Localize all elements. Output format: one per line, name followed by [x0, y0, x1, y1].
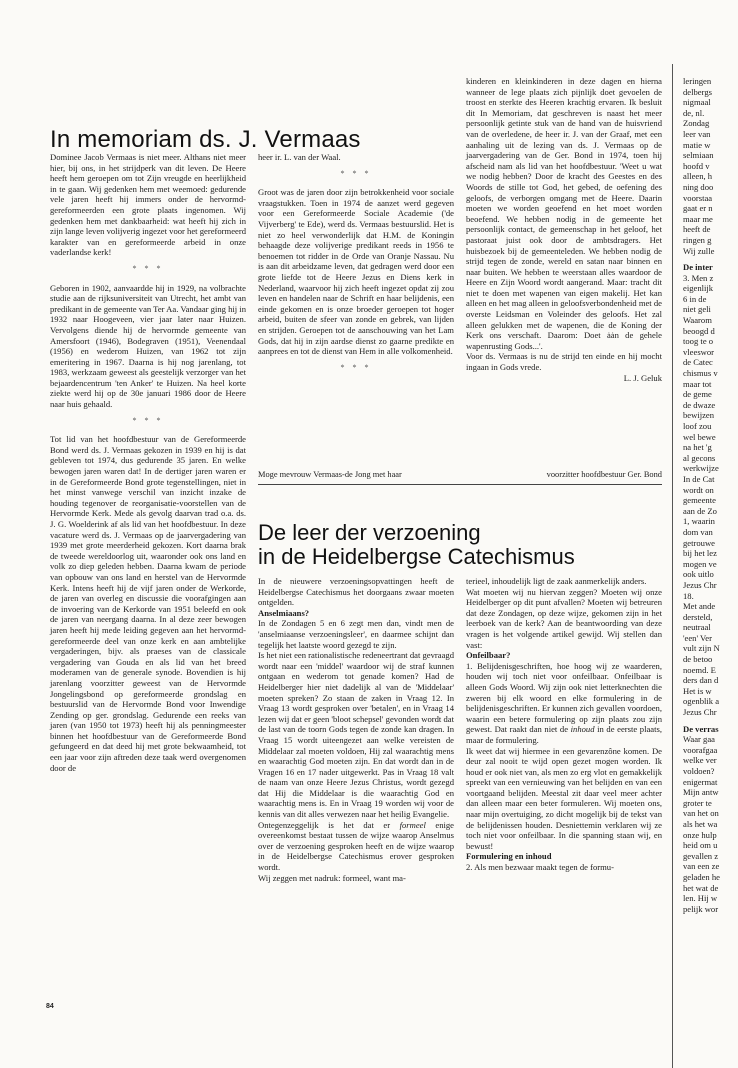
paragraph: Ontegenzeggelijk is het dat er formeel enige overeenkomst bestaat tussen de wijze waarop Anselmus over de verzoening gesproken heeft en de wijze waarop in de Heidelbergse Catechismus erover gesproken wordt. — [258, 819, 454, 873]
text-line: niet geli — [683, 304, 711, 315]
text-line: Waarom — [683, 315, 712, 326]
text-line: beoogd d — [683, 325, 715, 336]
text-line: na het 'g — [683, 442, 712, 453]
column-divider — [672, 64, 673, 1068]
text-line: noemd. E — [683, 664, 716, 675]
text-line: ders dan d — [683, 675, 719, 686]
text-line: ning doo — [683, 181, 714, 192]
text-line: hoofd v — [683, 160, 710, 171]
text-line: Waar gaa — [683, 734, 715, 745]
paragraph: kinderen en kleinkinderen in deze dagen en hierna wanneer de lege plaats zich pijnlijk doet gevoelen de troost en sterkte des Heeren krachtig ervaren. Ik besluit dit In Memoriam, dat geschreven is naast het meer persoonlijk getinte stuk van de hand van de huisvriend van de overledene, de heer ir. J. van der Graaf, met een aanhaling uit de lezing van ds. J. Vermaas op de jaarvergadering van de Ger. Bond in 1974, toen hij afscheid nam als lid van het hoofdbestuur. 'Weet u wat we nodig hebben? Door de kracht des Geestes en des Woords de stille tot God, het gebed, de oefening des geloofs, de verborgen omgang met de Heere. Daarin moeten we worden geoefend en het moet worden beoefend. We hebben nodig in de gemeente het persoonlijk contact, de gemeenschap in het geloof, het pastoraat juist ook door de ambtsdragers. Het huisbezoek bij de gemeenteleden. We hebben nodig de strijd tegen de zonde, wereld en satan naar binnen en naar buiten. We hebben te weerstaan alles waardoor de Heere en Zijn Woord wordt aangerand. Maar: tracht dit niet te doen met wapenen van eigen makelij. Het kan alleen en het mag alleen in geloofsverbondenheid met de overste Leidsman en Voleinder des geloofs. Het zal alleen gelukken met de wapenen, die de Koning der Kerk ons verschaft. Daarom: Doet ȧȧn de gehele wapenrusting Gods...'. — [466, 76, 662, 351]
article-divider — [258, 484, 662, 485]
text-line: leringen — [683, 76, 712, 86]
text-line: van het on — [683, 808, 719, 819]
text-line: len. Hij w — [683, 893, 718, 904]
text-line: delbergs — [683, 86, 712, 97]
text-line: Jezus Chr — [683, 579, 717, 590]
text-line: matie w — [683, 139, 711, 150]
text-line: de dwaze — [683, 399, 716, 410]
signature: L. J. Geluk — [623, 372, 662, 383]
paragraph: 2. Als men bezwaar maakt tegen de formu- — [466, 862, 614, 873]
text-line: nigmaal — [683, 97, 711, 108]
separator: * * * — [132, 415, 164, 425]
text-line: getrouwe — [683, 537, 715, 548]
text-line: van een ze — [683, 861, 720, 872]
text-line: groter te — [683, 797, 712, 808]
text-line: de geme — [683, 389, 712, 400]
text-line: chismus v — [683, 368, 718, 379]
paragraph: Is het niet een rationalistische redeneertrant dat gevraagd wordt naar een 'middel' waardoor wij de straf kunnen ontgaan en wederom tot genade komen? Had de Heidelberger hier niet dadelijk al van de 'Middelaar' moeten spreken? Zo staan de zaken in Vraag 12. In Vraag 13 wordt gesproken over 'betalen', en in Vraag 14 lezen wij dat er geen 'bloot schepsel' gevonden wordt dat de last van de toorn Gods tegen de zonde kan dragen. In Vraag 15 wordt uiteengezet aan welke vereisten de Middelaar zal moeten voldoen, Hij zal waarachtig mens en waarachtig God moeten zijn. En dat wordt dan in de Vragen 16 en 17 nader uitgewerkt. Pas in Vraag 18 valt de naam van onze Heere Jezus Christus, wordt gezegd dat Hij die Middelaar is die waarachtig God en waarachtig mens is. En in Vraag 19 worden wij voor de kennis van dit alles verwezen naar het heilig Evangelie. — [258, 650, 454, 820]
paragraph: In de Zondagen 5 en 6 zegt men dan, vindt men de 'anselmiaanse verzoeningsleer', en daarmee schijnt dan tegelijk het laatste woord gezegd te zijn. — [258, 618, 454, 650]
text-line: leer van — [683, 128, 711, 139]
text-line: 6 in de — [683, 293, 707, 304]
text-line: heid om u — [683, 840, 718, 851]
text-line: selmiaan — [683, 150, 714, 161]
text-line: ogenblik a — [683, 696, 720, 707]
text-line: enigermat — [683, 776, 718, 787]
paragraph: Wat moeten wij nu hiervan zeggen? Moeten wij onze Heidelberger op dit punt afvallen? Moeten wij betreuren dat deze Zondagen, op deze wijze, gekomen zijn in het leerboek van de kerk? Aan de beantwoording van deze vragen is het volgende artikel gewijd. Wij stellen dan vast: — [466, 586, 662, 650]
text-line: werkwijze — [683, 463, 719, 474]
article2-title-line-2: in de Heidelbergse Catechismus — [258, 544, 575, 569]
text-line: loof zou — [683, 421, 712, 431]
text-line: eigenlijk — [683, 283, 714, 294]
closing-line: Moge mevrouw Vermaas-de Jong met haar — [258, 470, 402, 479]
article1-column-1 — [50, 152, 246, 773]
subheading: De inter — [683, 262, 713, 273]
text-line: de, nl. — [683, 107, 705, 118]
paragraph: Voor ds. Vermaas is nu de strijd ten einde en hij mocht ingaan in Gods vrede. — [466, 351, 662, 373]
text-line: pelijk wor — [683, 903, 719, 914]
text-line: Mijn antw — [683, 787, 719, 798]
text-line: aan de Zo — [683, 505, 717, 516]
text-line: voorstaa — [683, 192, 713, 203]
text-line: gevallen z — [683, 850, 719, 861]
text-line: het wat de — [683, 882, 719, 893]
paragraph: heer ir. L. van der Waal. — [258, 152, 341, 162]
text-line: ook uitlo — [683, 569, 714, 580]
text-line: voldoen? — [683, 766, 715, 776]
text-line: heeft de — [683, 224, 711, 235]
separator: * * * — [340, 362, 372, 372]
article1-title: In memoriam ds. J. Vermaas — [50, 126, 361, 153]
article1-column-3 — [466, 76, 662, 383]
text-line: al gecons — [683, 452, 716, 463]
subheading: De verras — [683, 723, 719, 734]
text-line: alleen, h — [683, 171, 713, 182]
text-line: dersteld, — [683, 611, 713, 622]
text-line: Wij zulle — [683, 245, 715, 256]
article1-column-2 — [258, 152, 454, 381]
paragraph: Groot was de jaren door zijn betrokkenheid voor sociale vraagstukken. Toen in 1974 de aanzet werd gegeven voor een Gereformeerde Sociale Academie ('de Vijverberg' te Ede), werd ds. Vermaas bestuurslid. Het is niet zo heel verwonderlijk dat H.M. de Koningin behaagde deze volijverige predikant reeds in 1956 te benoemen tot ridder in de Orde van Oranje Nassau. Nu is aan dit arbeidzame leven, dat gedragen werd door een grote liefde tot de Heere Jezus en Diens kerk in Nederland, waarvoor hij zich heeft ingezet opdat zij zou leven en handelen naar de Schrift en haar belijdenis, een einde gekomen en is onze broeder geroepen tot hoger arbeid, buiten de sfeer van zonde en gebrek, van lijden en strijden. Geroepen tot de aanschouwing van het Lam Gods, dat hij in zijn aardse dienst zo gaarne predikte en aanprees en tot de dienst van Hem in alle volkomenheid. — [258, 187, 454, 357]
page-number: 84 — [46, 1003, 54, 1010]
separator: * * * — [340, 168, 372, 178]
paragraph: 1. Belijdenisgeschriften, hoe hoog wij ze waarderen, houden wij toch niet voor onfeilbaar. Onfeilbaar is alleen Gods Woord. Wij zijn ook niet letterknechten die zweren bij elk woord en elke formulering in de belijdenisgeschriften. Er kunnen zich gevallen voordoen, waarin een betere formulering op zijn plaats zou zijn gewest. Dat raakt dan niet de inhoud in de eerste plaats, maar de formulering. — [466, 660, 662, 745]
paragraph: Tot lid van het hoofdbestuur van de Gereformeerde Bond werd ds. J. Vermaas gekozen in 1939 en hij is dat gebleven tot 1974, dus gedurende 35 jaren. En welke bewogen jaren waren dat! In de dertiger jaren waren er in de Gereformeerde Bond grote tegenstellingen, niet in het minst vanwege verschil van inzicht inzake de houding tegenover de reorganisatie-voorstellen van de Hervormde Kerk. Mede als gevolg daarvan trad o.a. ds. J. G. Woelderink af als lid van het hoofdbestuur. In deze vacature werd ds. J. Vermaas op de jaarvergadering van 1939 met grote meerderheid gekozen. Kort daarna brak de tweede wereldoorlog uit, waaronder ook ons land en volk zo diep geleden hebben. Daarna kwam de periode van opbouw van ons land en herstel van de Hervormde Kerk. Intens heeft hij de vijf jaren onder de Werkorde, de jaren van overleg en discussie die voorafgingen aan de invoering van de Kerkorde van 1951 beleefd en ook de jaren van neergang daarna. In al deze zeer bewogen jaren heeft hij mede leiding gegeven aan het hervormd-gereformeerde deel van onze kerk en aan ambtelijke vergaderingen, bijv. als praeses van de classicale vergadering van Gouda en als lid van het breed moderamen van de generale synode. Bovendien is hij jarenlang voorzitter geweest van de Hervormde Jongelingsbond op gereformeerde grondslag en bestuurslid van de Hervormde Bond voor Inwendige Zending op ger. grondslag. Gedurende een reeks van jaren (van 1950 tot 1973) heeft hij als penningmeester binnen het hoofdbestuur van de Gereformeerde Bond gefungeerd en dat deed hij met grote bekwaamheid, tot een jaar voor zijn aftreden deze taak werd overgenomen door de — [50, 434, 246, 773]
text-line: onze hulp — [683, 829, 717, 840]
text-line: mogen ve — [683, 558, 717, 569]
right-column-text — [683, 76, 738, 914]
text-line: de betoo — [683, 654, 713, 665]
text-line: ringen g — [683, 234, 712, 245]
text-line: 1, waarin — [683, 516, 715, 527]
paragraph: Ik weet dat wij hiermee in een gevarenzône komen. De deur zal nooit te wijd open gezet mogen worden. Ik houd er ook niet van, als men zo erg vlot en gemakkelijk spreekt van een vernieuwing van het belijden en van een voortgaand belijden. Meestal zit daar veel meer achter dan alleen maar een beter formuleren. Wij moeten ons, naar mijn overtuiging, zo dicht mogelijk bij de tekst van de belijdenissen houden. Desniettemin verklaren wij ze toch niet voor onfeilbaar. In die spanning staan wij, en bewust! — [466, 745, 662, 851]
text-line: bewijzen — [683, 410, 715, 421]
paragraph: Wij zeggen met nadruk: formeel, want ma- — [258, 872, 406, 883]
text-line: Jezus Chr — [683, 707, 717, 718]
text-line: maar me — [683, 213, 713, 224]
text-line: In de Cat — [683, 473, 715, 484]
subheading: Onfeilbaar? — [466, 650, 511, 661]
paragraph: terieel, inhoudelijk ligt de zaak aanmerkelijk anders. — [466, 576, 647, 586]
text-line: Met ande — [683, 601, 716, 612]
text-line: gaat er n — [683, 203, 713, 214]
article2-title-line-1: De leer der verzoening — [258, 520, 481, 545]
text-line: vleeswor — [683, 346, 715, 357]
text-line: als het wa — [683, 818, 718, 829]
text-line: wordt on — [683, 484, 714, 495]
text-line: Zondag — [683, 118, 710, 129]
text-line: de Catec — [683, 357, 713, 368]
text-line: neutraal — [683, 622, 711, 633]
text-line: bij het lez — [683, 548, 717, 559]
text-line: toog te o — [683, 336, 714, 347]
subheading: Anselmiaans? — [258, 607, 310, 618]
signature-role: voorzitter hoofdbestuur Ger. Bond — [546, 470, 662, 479]
intro: In de nieuwere verzoeningsopvattingen heeft de Heidelbergse Catechismus het doorgaans zwaar moeten ontgelden. — [258, 576, 454, 608]
text-line: geladen he — [683, 871, 720, 882]
text-line: voorafgaa — [683, 744, 718, 755]
text-line: wel bewe — [683, 431, 716, 442]
right-column-fragment — [683, 76, 738, 1068]
text-line: vult zijn N — [683, 643, 720, 654]
text-line: dom van — [683, 526, 713, 537]
article2-column-b — [466, 576, 662, 873]
text-line: maar tot — [683, 378, 712, 389]
paragraph: Dominee Jacob Vermaas is niet meer. Althans niet meer hier, bij ons, in het strijdperk van dit leven. De Heere heeft hem geroepen om tot Zijn vreugde en heerlijkheid in te gaan. Wij gedenken hem met weemoed: gedurende vele jaren heeft hij immers onder de hervormd-gereformeerden een grote plaats ingenomen. Wij gedenken hem met dankbaarheid: wat heeft hij zich in zijn lange leven volijverig ingezet voor het gereformeerd karakter van en gereformeerde arbeid in onze vaderlandse kerk! — [50, 152, 246, 258]
article2-column-a — [258, 576, 454, 883]
subheading: Formulering en inhoud — [466, 851, 552, 862]
text-line: 'een' Ver — [683, 632, 712, 643]
text-line: 18. — [683, 590, 694, 601]
text-line: gemeente — [683, 495, 716, 506]
separator: * * * — [132, 263, 164, 273]
text-line: Het is w — [683, 685, 712, 696]
text-line: welke ver — [683, 755, 717, 766]
paragraph: Geboren in 1902, aanvaardde hij in 1929, na volbrachte studie aan de rijksuniversiteit van Utrecht, het ambt van predikant in de gemeente van Ter Aa. Vandaar ging hij in 1932 naar Hoogeveen, vier jaar later naar Huizen. Vervolgens diende hij de hervormde gemeente van Amersfoort (1946), Bodegraven (1951), Veenendaal (1956) en wederom Huizen, van 1962 tot zijn emeritering in 1967. Daarna is hij nog jarenlang, tot 1983, werkzaam geweest als geestelijk verzorger van het bejaardencentrum 'ten Anker' te Huizen. Na heel korte ziekte werd hij op de 30e januari 1986 door de Heere naar huis gehaald. — [50, 282, 246, 410]
text-line: 3. Men z — [683, 272, 714, 283]
